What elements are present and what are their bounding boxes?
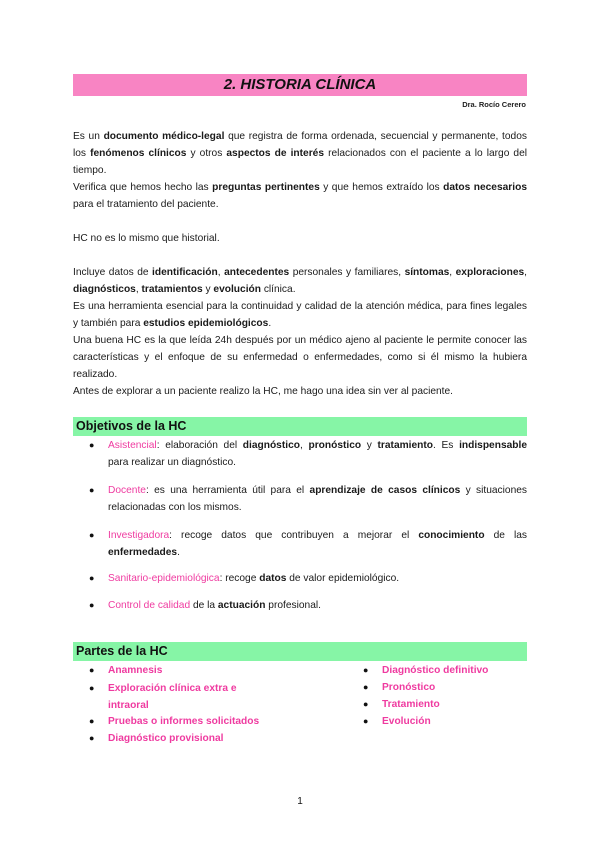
text-run: profesional. [265,600,321,611]
text-run: aspectos de interés [226,148,324,159]
objetivo-text [108,527,527,561]
parte-item [363,679,526,696]
text-run: relacionados con el paciente a lo largo del tiempo. [73,148,528,176]
text-run: , [449,267,456,278]
parte-label: Pruebas o informes solicitados [108,716,260,727]
bullet-icon: ● [363,699,369,709]
page-title: 2. HISTORIA CLÍNICA [73,74,527,96]
parte-label: Diagnóstico provisional [108,733,224,744]
text-run: y [361,440,378,451]
bullet-icon: ● [89,600,95,610]
text-run: : recoge [219,573,260,584]
parte-label: Anamnesis [108,665,163,676]
text-run: de las [484,530,528,541]
intro-paragraph-7 [73,383,527,400]
text-run: Control de calidad [108,600,191,611]
text-run: pronóstico [308,440,362,451]
text-run: Sanitario-epidemiológica [108,573,220,584]
text-run: tratamientos [141,284,203,295]
text-run: para realizar un diagnóstico. [108,457,236,468]
objetivo-text [108,570,527,587]
bullet-icon: ● [89,683,95,693]
text-run: conocimiento [418,530,485,541]
intro-paragraph-5 [73,298,527,332]
text-run: antecedentes [224,267,290,278]
parte-label: Pronóstico [382,682,436,693]
objetivo-text [108,482,527,516]
page-number: 1 [297,796,303,807]
bullet-icon: ● [89,573,95,583]
text-run: Investigadora [108,530,170,541]
text-run: . [177,547,180,558]
objetivos-heading: Objetivos de la HC [73,417,527,436]
bullet-icon: ● [363,682,369,692]
parte-item [89,713,302,730]
parte-item [363,713,526,730]
text-run: Incluye datos de [73,267,153,278]
text-run: clínica. [260,284,296,295]
text-run: Es un [73,131,104,142]
text-run: Una buena HC es la que leída 24h después por un médico ajeno al paciente le permite conocer las características y el enfoque de su enfermedad o enfermedades, como si él mismo la hubiera realizado. [73,335,527,380]
text-run: . [268,318,272,329]
text-run: y [202,284,214,295]
text-run: y situaciones relacionadas con los mismos. [108,485,527,513]
text-run: y otros [186,148,227,159]
parte-item [89,662,282,679]
text-run: Es una herramienta esencial para la continuidad y calidad de la atención médica, para fines legales y también para [73,301,527,329]
text-run: estudios epidemiológicos [143,318,269,329]
objetivo-item [89,597,527,614]
partes-heading: Partes de la HC [73,642,527,661]
text-run: Antes de explorar a un paciente realizo la HC, me hago una idea sin ver al paciente. [73,386,453,397]
text-run: : es una herramienta útil para el [145,485,310,496]
text-run: actuación [217,600,266,611]
text-run: , [524,267,527,278]
parte-item [363,696,526,713]
text-run: documento médico-legal [103,131,225,142]
bullet-icon: ● [363,665,369,675]
text-run: para el tratamiento del paciente. [73,199,219,210]
objetivo-text [108,597,527,614]
bullet-icon: ● [89,440,95,450]
text-run: Verifica que hemos hecho las [73,182,213,193]
text-run: enfermedades [108,547,178,558]
text-run: evolución [213,284,261,295]
text-run: fenómenos clínicos [90,148,187,159]
text-run: identificación [152,267,218,278]
text-run: y que hemos extraído los [319,182,444,193]
text-run: síntomas [404,267,450,278]
text-run: . Es [433,440,460,451]
text-run: tratamiento [377,440,434,451]
text-run: que registra de forma ordenada, secuencial y permanente, todos los [73,131,527,159]
bullet-icon: ● [89,733,95,743]
intro-paragraph-2 [73,179,527,213]
text-run: , [217,267,225,278]
text-run: aprendizaje de casos clínicos [309,485,461,496]
text-run: datos necesarios [443,182,527,193]
bullet-icon: ● [363,716,369,726]
text-run: preguntas pertinentes [212,182,320,193]
parte-item [89,680,267,714]
text-run: , [135,284,142,295]
text-run: personales y familiares, [289,267,405,278]
text-run: datos [259,573,287,584]
parte-item [363,662,526,679]
text-run: indispensable [459,440,527,451]
intro-paragraph-1 [73,128,527,179]
bullet-icon: ● [89,716,95,726]
objetivo-item [89,570,527,587]
text-run: diagnósticos [73,284,136,295]
author-name: Dra. Rocío Cerero [462,100,526,109]
text-run: , [299,440,309,451]
parte-item [89,730,302,747]
text-run: Docente [108,485,146,496]
text-run: de la [190,600,218,611]
intro-paragraph-3 [73,230,527,247]
bullet-icon: ● [89,665,95,675]
text-run: : elaboración del [156,440,243,451]
intro-paragraph-4 [73,264,527,298]
objetivo-text [108,437,527,471]
objetivo-item [89,527,528,561]
parte-label: Diagnóstico definitivo [382,665,489,676]
bullet-icon: ● [89,485,95,495]
bullet-icon: ● [89,530,95,540]
text-run: diagnóstico [242,440,300,451]
objetivo-item [89,482,527,516]
text-run: exploraciones [455,267,525,278]
parte-label: Exploración clínica extra e intraoral [108,683,237,711]
text-run: Asistencial [108,440,157,451]
text-run: de valor epidemiológico. [286,573,400,584]
objetivo-item [89,437,527,471]
parte-label: Tratamiento [382,699,440,710]
text-run: : recoge datos que contribuyen a mejorar el [169,530,419,541]
intro-paragraph-6 [73,332,527,383]
text-run: HC no es lo mismo que historial. [73,233,220,244]
parte-label: Evolución [382,716,431,727]
